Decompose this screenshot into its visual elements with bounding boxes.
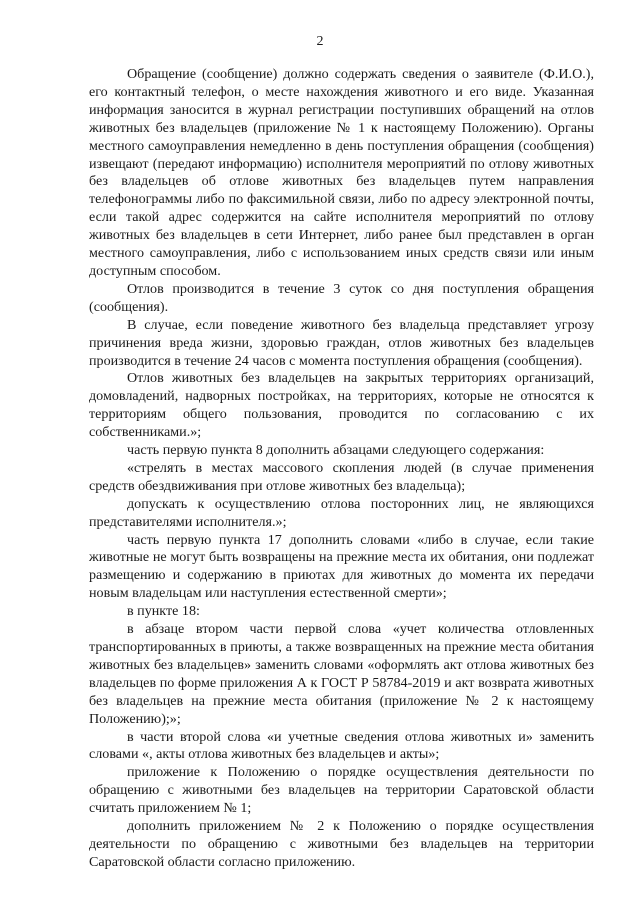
document-body bbox=[89, 66, 594, 872]
paragraph: Отлов производится в течение 3 суток со дня поступления обращения (сообщения). bbox=[89, 280, 594, 315]
paragraph: приложение к Положению о порядке осуществления деятельности по обращению с животными без владельцев на территории Саратовской области считать приложением № 1; bbox=[89, 764, 594, 817]
paragraph: Обращение (сообщение) должно содержать сведения о заявителе (Ф.И.О.), его контактный телефон, о месте нахождения животного и его виде. Указанная информация заносится в журнал регистрации поступивших обращений на отлов животных без владельцев (приложение № 1 к настоящему Положению). Органы местного самоуправления немедленно в день поступления обращения (сообщения) извещают (передают информацию) исполнителя мероприятий по отлову животных без владельцев об отлове животных без владельцев путем направления телефонограммы либо по факсимильной связи, либо по адресу электронной почты, если такой адрес содержится на сайте исполнителя мероприятий по отлову животных без владельцев в сети Интернет, либо ранее был представлен в орган местного самоуправления, либо с использованием иных средств связи или иным доступным способом. bbox=[89, 66, 594, 279]
paragraph: в части второй слова «и учетные сведения отлова животных и» заменить словами «, акты отлова животных без владельцев и акты»; bbox=[89, 728, 594, 763]
paragraph: часть первую пункта 17 дополнить словами «либо в случае, если такие животные не могут быть возвращены на прежние места их обитания, они подлежат размещению и содержанию в приютах для животных до момента их передачи новым владельцам или наступления естественной смерти»; bbox=[89, 531, 594, 602]
paragraph: дополнить приложением № 2 к Положению о порядке осуществления деятельности по обращению с животными без владельцев на территории Саратовской области согласно приложению. bbox=[89, 818, 594, 870]
paragraph: часть первую пункта 8 дополнить абзацами следующего содержания: bbox=[127, 442, 545, 459]
paragraph: допускать к осуществлению отлова посторонних лиц, не являющихся представителями исполнителя.»; bbox=[89, 495, 594, 530]
paragraph: в пункте 18: bbox=[127, 603, 200, 620]
paragraph: В случае, если поведение животного без владельца представляет угрозу причинения вреда жизни, здоровью граждан, отлов животных без владельцев производится в течение 24 часов с момента поступления обращения (сообщения). bbox=[89, 316, 594, 369]
paragraph: в абзаце втором части первой слова «учет количества отловленных транспортированных в приюты, а также возвращенных на прежние места обитания животных без владельцев» заменить словами «оформлять акт отлова животных без владельцев по форме приложения А к ГОСТ Р 58784-2019 и акт возврата животных без владельцев на прежние места обитания (приложение № 2 к настоящему Положению);»; bbox=[89, 621, 594, 727]
paragraph: «стрелять в местах массового скопления людей (в случае применения средств обездвиживания при отлове животных без владельца); bbox=[89, 459, 594, 494]
page-number: 2 bbox=[316, 34, 324, 49]
paragraph: Отлов животных без владельцев на закрытых территориях организаций, домовладений, надворных постройках, на территориях, которые не относятся к территориям общего пользования, проводится по согласованию с их собственниками.»; bbox=[89, 370, 594, 441]
